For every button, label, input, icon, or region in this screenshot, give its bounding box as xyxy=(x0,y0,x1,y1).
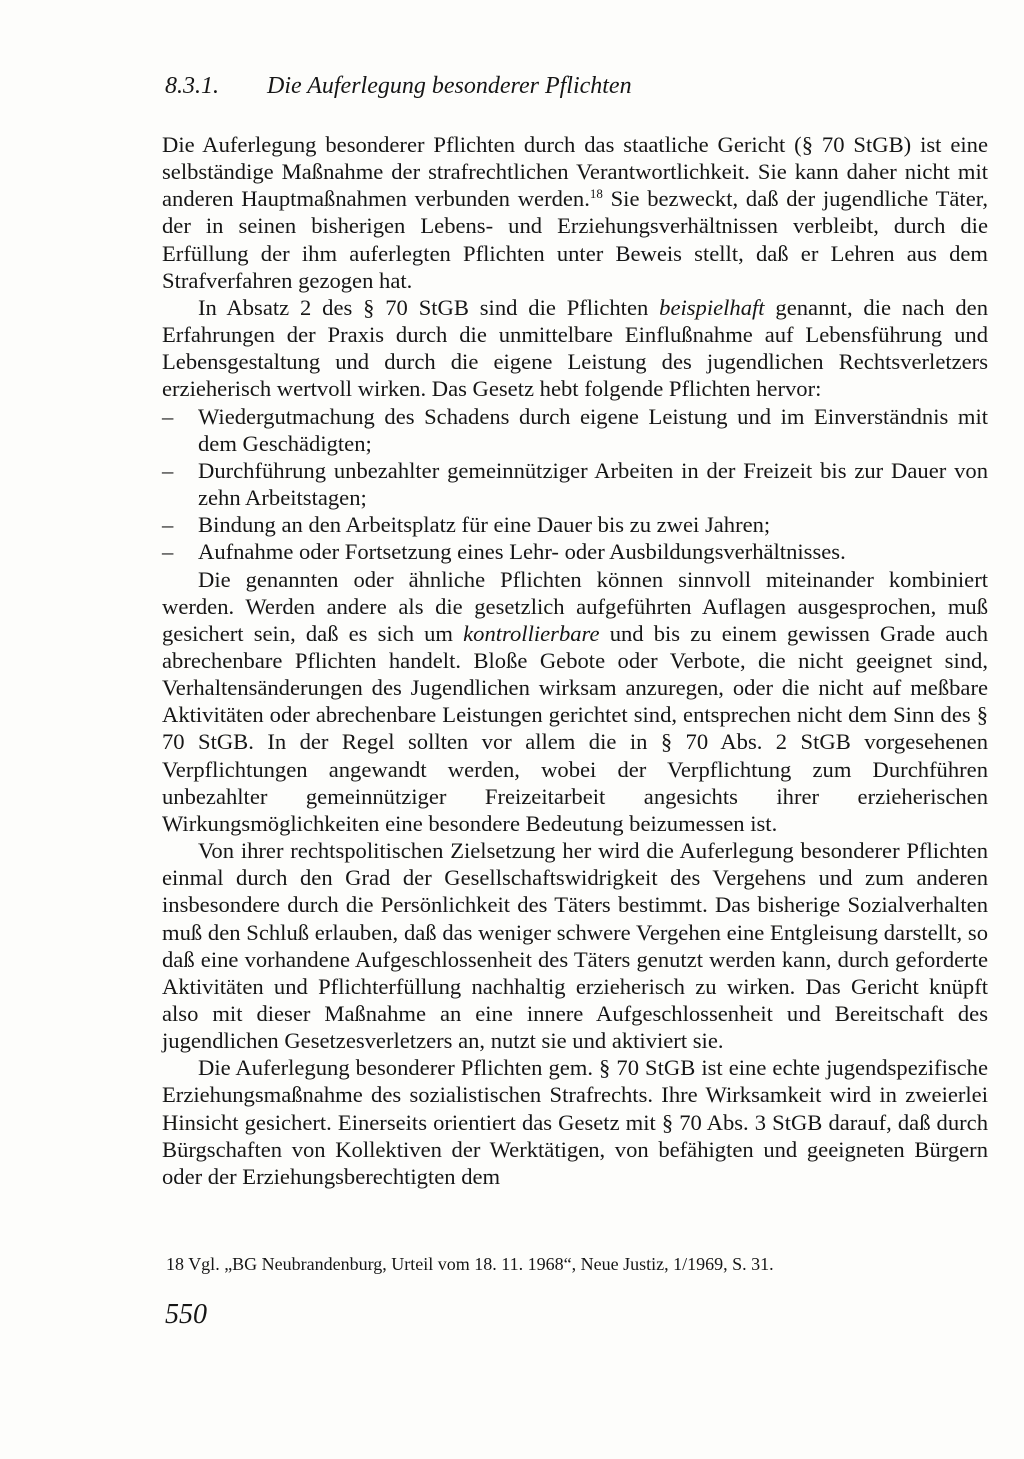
section-heading xyxy=(165,73,632,100)
paragraph-3-text-b: und bis zu einem gewissen Grade auch abrechenbare Pflichten handelt. Bloße Gebote oder Verbote, die nicht geeignet sind, Verhaltensänderungen des Jugendlichen wirksam anzuregen, oder die nicht auf meßbare Aktivitäten oder abrechenbare Leistungen gerichtet sind, entsprechen nicht dem Sinn des § 70 StGB. In der Regel sollten vor allem die in § 70 Abs. 2 StGB vorgesehenen Verpflichtungen angewandt werden, wobei der Verpflichtung zum Durchführen unbezahlter gemeinnütziger Freizeitarbeit angesichts ihrer erzieherischen Wirkungsmöglichkeiten eine besondere Bedeutung beizumessen ist. xyxy=(162,620,988,836)
paragraph-1 xyxy=(162,131,988,294)
list-dash: – xyxy=(162,457,174,483)
footnote-number: 18 xyxy=(166,1254,184,1274)
duties-list xyxy=(162,403,988,566)
list-dash: – xyxy=(162,539,174,565)
list-dash: – xyxy=(162,403,174,429)
footnote-reference: 18 xyxy=(589,186,603,202)
paragraph-2-emphasis: beispielhaft xyxy=(659,294,765,320)
list-dash: – xyxy=(162,512,174,538)
list-item xyxy=(162,457,988,511)
paragraph-4: Von ihrer rechtspolitischen Zielsetzung her wird die Auferlegung besonderer Pflichten einmal durch den Grad der Gesellschaftswidrigkeit des Vergehens und zum anderen insbesondere durch die Persönlichkeit des Täters bestimmt. Das bisherige Sozialverhalten muß den Schluß erlauben, daß das weniger schwere Vergehen eine Entgleisung darstellt, so daß eine vorhandene Aufgeschlossenheit des Täters genutzt werden kann, durch geforderte Aktivitäten und Pflichterfüllung nachhaltig erzieherisch zu wirken. Das Gericht knüpft also mit dieser Maßnahme an eine innere Aufgeschlossenheit und Bereitschaft des jugendlichen Gesetzesverletzers an, nutzt sie und aktiviert sie. xyxy=(162,838,988,1054)
section-title: Die Auferlegung besonderer Pflichten xyxy=(267,73,632,99)
paragraph-1-text-b: Sie bezweckt, daß der jugendliche Täter, der in seinen bisherigen Lebens- und Erziehungsverhältnissen verbleibt, durch die Erfüllung der ihm auferlegten Pflichten unter Beweis stellt, daß er Lehren aus dem Strafverfahren gezogen hat. xyxy=(162,186,988,293)
list-item-text: Durchführung unbezahlter gemeinnütziger Arbeiten in der Freizeit bis zur Dauer von zehn Arbeitstagen; xyxy=(198,457,988,511)
list-item xyxy=(162,511,988,538)
page-number: 550 xyxy=(165,1299,207,1330)
section-number: 8.3.1. xyxy=(165,73,219,99)
paragraph-3-emphasis: kontrollierbare xyxy=(463,620,600,646)
paragraph-2-text-b: genannt, die nach den Erfahrungen der Praxis durch die unmittelbare Einflußnahme auf Lebensführung und Lebensgestaltung und durch die eigene Leistung des jugendlichen Rechtsverletzers erzieherisch wertvoll wirken. Das Gesetz hebt folgende Pflichten hervor: xyxy=(162,294,989,402)
list-item xyxy=(162,538,988,565)
paragraph-2-text-a: In Absatz 2 des § 70 StGB sind die Pflichten xyxy=(198,294,660,320)
paragraph-2 xyxy=(162,294,988,403)
list-item-text: Bindung an den Arbeitsplatz für eine Dauer bis zu zwei Jahren; xyxy=(198,512,771,538)
footnote xyxy=(166,1254,986,1275)
list-item-text: Aufnahme oder Fortsetzung eines Lehr- oder Ausbildungsverhältnisses. xyxy=(198,539,846,565)
list-item-text: Wiedergutmachung des Schadens durch eigene Leistung und im Einverständnis mit dem Geschädigten; xyxy=(198,403,988,456)
paragraph-1-text-a: Die Auferlegung besonderer Pflichten durch das staatliche Gericht (§ 70 StGB) ist eine selbständige Maßnahme der strafrechtlichen Verantwortlichkeit. Sie kann daher nicht mit anderen Hauptmaßnahmen verbunden werden. xyxy=(162,132,988,212)
paragraph-3-text-a: Die genannten oder ähnliche Pflichten können sinnvoll miteinander kombiniert werden. Werden andere als die gesetzlich aufgeführten Auflagen ausgesprochen, muß gesichert sein, daß es sich um xyxy=(162,566,988,646)
footnote-text: Vgl. „BG Neubrandenburg, Urteil vom 18. 11. 1968“, Neue Justiz, 1/1969, S. 31. xyxy=(188,1254,774,1274)
list-item xyxy=(162,403,988,457)
body-text xyxy=(162,131,988,1190)
paragraph-3 xyxy=(162,566,988,838)
paragraph-5: Die Auferlegung besonderer Pflichten gem. § 70 StGB ist eine echte jugendspezifische Erziehungsmaßnahme des sozialistischen Strafrechts. Ihre Wirksamkeit wird in zweierlei Hinsicht gesichert. Einerseits orientiert das Gesetz mit § 70 Abs. 3 StGB darauf, daß durch Bürgschaften von Kollektiven der Werktätigen, von befähigten und geeigneten Bürgern oder der Erziehungsberechtigten dem xyxy=(162,1055,988,1189)
